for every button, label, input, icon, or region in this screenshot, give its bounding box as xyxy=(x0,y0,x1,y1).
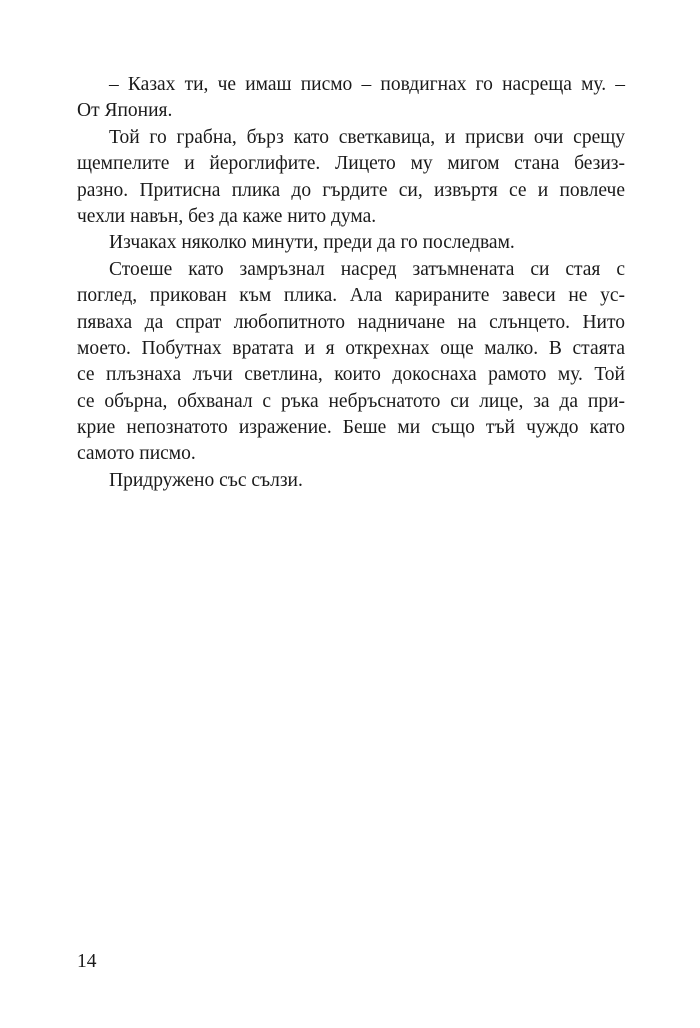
text-line: Придружено със сълзи. xyxy=(109,469,303,491)
text-line: крие непознатото изражение. Беше ми също тъй чуждо като xyxy=(77,417,625,439)
text-line: разно. Притисна плика до гърдите си, извъртя се и повлече xyxy=(77,179,625,201)
text-line: моето. Побутнах вратата и я открехнах още малко. В стаята xyxy=(77,337,625,359)
page-number: 14 xyxy=(77,951,97,972)
paragraph xyxy=(77,257,625,468)
text-line: пяваха да спрат любопитното надничане на слънцето. Нито xyxy=(77,311,625,333)
text-line: чехли навън, без да каже нито дума. xyxy=(77,205,377,227)
text-line: щемпелите и йероглифите. Лицето му мигом стана безиз- xyxy=(77,153,625,175)
paragraph xyxy=(77,230,625,256)
paragraph xyxy=(77,72,625,125)
text-line: Изчаках няколко минути, преди да го последвам. xyxy=(109,232,515,254)
paragraph xyxy=(77,468,625,494)
page-body xyxy=(77,72,625,494)
text-line: се обърна, обхванал с ръка небръснатото си лице, за да при- xyxy=(77,390,625,412)
text-line: поглед, прикован към плика. Ала карираните завеси не ус- xyxy=(77,285,625,307)
text-line: самото писмо. xyxy=(77,443,196,465)
text-line: Стоеше като замръзнал насред затъмнената си стая с xyxy=(109,258,625,280)
paragraph xyxy=(77,125,625,231)
text-line: От Япония. xyxy=(77,100,173,122)
text-line: – Казах ти, че имаш писмо – повдигнах го насреща му. – xyxy=(109,74,625,95)
text-line: се плъзнаха лъчи светлина, които докоснаха рамото му. Той xyxy=(77,364,625,386)
text-line: Той го грабна, бърз като светкавица, и присви очи срещу xyxy=(109,126,625,148)
